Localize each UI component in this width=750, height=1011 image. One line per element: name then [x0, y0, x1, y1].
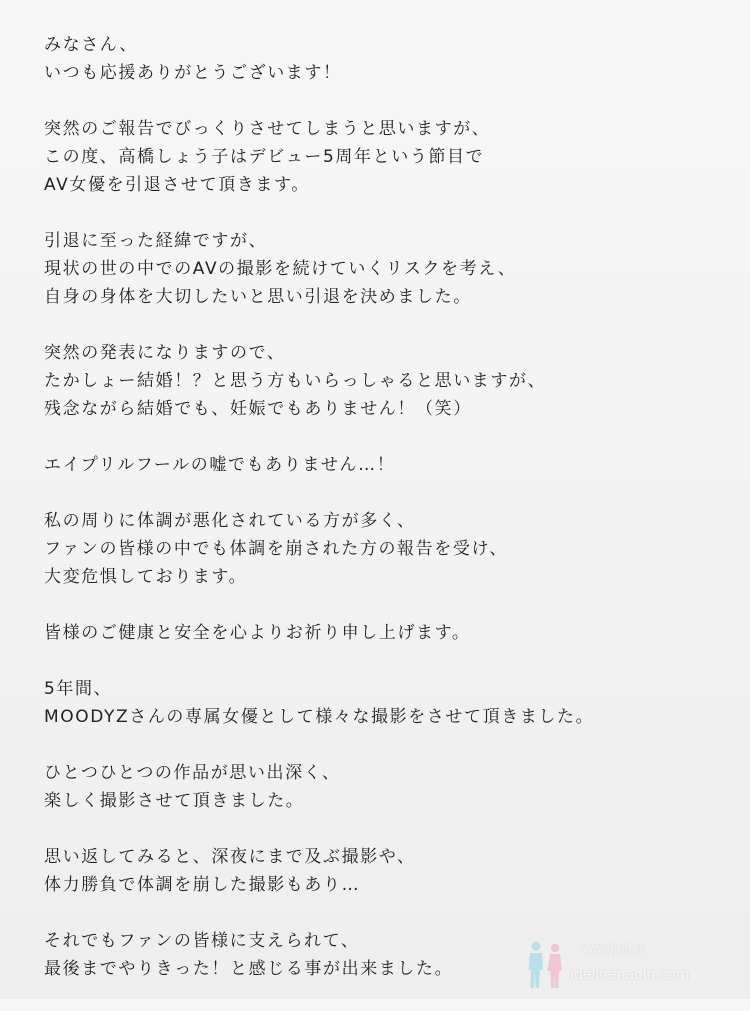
paragraph — [44, 619, 724, 647]
paragraph — [44, 675, 724, 731]
paragraph — [44, 339, 724, 423]
text-line: 突然の発表になりますので、 — [44, 343, 286, 363]
text-line: 自身の身体を大切したいと思い引退を決めました。 — [44, 287, 472, 307]
text-line: ひとつひとつの作品が思い出深く、 — [44, 763, 341, 783]
text-line: 引退に至った経緯ですが、 — [44, 231, 268, 251]
text-line: 私の周りに体調が悪化されている方が多く、 — [44, 511, 416, 531]
paragraph — [44, 451, 724, 479]
paragraph — [44, 31, 724, 87]
text-line: ファンの皆様の中でも体調を崩された方の報告を受け、 — [44, 539, 508, 559]
text-line: AV女優を引退させて頂きます。 — [44, 175, 310, 195]
paragraph — [44, 507, 724, 591]
text-line: MOODYZさんの専属女優として様々な撮影をさせて頂きました。 — [44, 707, 595, 727]
couple-silhouette-icon — [524, 938, 568, 990]
text-line: 最後までやりきった！と感じる事が出来ました。 — [44, 959, 454, 979]
text-line: いつも応援ありがとうございます！ — [44, 63, 342, 83]
paragraph — [44, 843, 724, 899]
text-line: 5年間、 — [44, 679, 113, 699]
text-line: 皆様のご健康と安全を心よりお祈り申し上げます。 — [44, 623, 471, 643]
text-line: この度、高橋しょう子はデビュー5周年という節目で — [44, 147, 485, 167]
paragraph — [44, 115, 724, 199]
text-line: みなさん、 — [44, 35, 139, 55]
watermark-title: 文娱新闻社 — [576, 943, 646, 959]
text-line: 思い返してみると、深夜にまで及ぶ撮影や、 — [44, 847, 416, 867]
paragraph — [44, 759, 724, 815]
watermark — [524, 938, 744, 990]
paragraph — [44, 227, 724, 311]
text-line: 大変危惧しております。 — [44, 567, 248, 587]
text-line: 残念ながら結婚でも、妊娠でもありません！（笑） — [44, 399, 472, 419]
announcement-note — [44, 31, 724, 1011]
text-line: エイプリルフールの嘘でもありません…！ — [44, 455, 396, 475]
text-line: 楽しく撮影させて頂きました。 — [44, 791, 305, 811]
text-line: 現状の世の中でのAVの撮影を続けていくリスクを考え、 — [44, 259, 517, 279]
text-line: 突然のご報告でびっくりさせてしまうと思いますが、 — [44, 119, 491, 139]
watermark-url: ideliner.aolo.com — [570, 967, 690, 983]
text-line: たかしょー結婚！？と思う方もいらっしゃると思いますが、 — [44, 371, 547, 391]
text-line: それでもファンの皆様に支えられて、 — [44, 931, 360, 951]
text-line: 体力勝負で体調を崩した撮影もあり… — [44, 875, 361, 895]
